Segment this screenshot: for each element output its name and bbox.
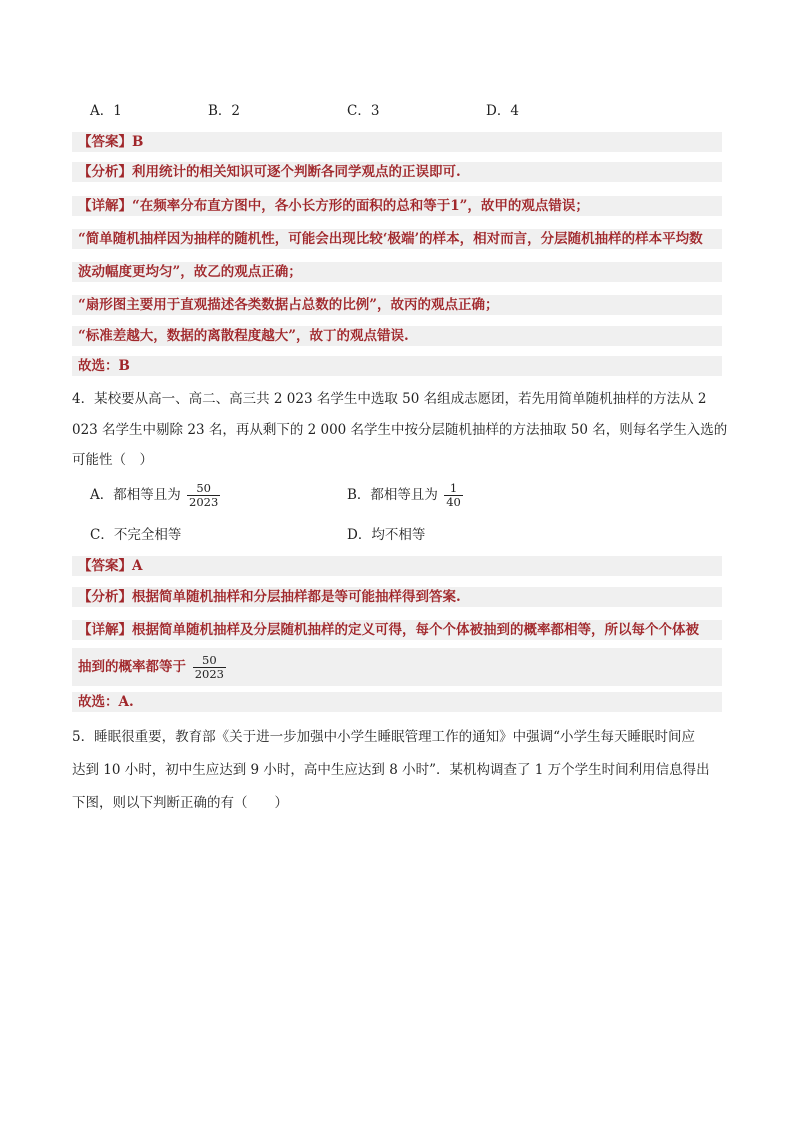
q4-option-d: D．均不相等 xyxy=(347,527,426,543)
q4-stem-line-3: 可能性（ ） xyxy=(72,452,153,468)
fraction-numerator: 1 xyxy=(449,481,458,495)
q4-detail-line-1: 【详解】根据简单随机抽样及分层随机抽样的定义可得，每个个体被抽到的概率都相等，所以每个个体被 xyxy=(72,620,722,640)
q4-option-a-fraction xyxy=(187,482,220,509)
q4-option-b-fraction xyxy=(444,482,463,509)
q5-stem-line-3: 下图，则以下判断正确的有（ ） xyxy=(72,795,288,811)
q3-detail-line-5: “标准差越大，数据的离散程度越大”，故丁的观点错误. xyxy=(72,326,722,346)
q4-option-a-label: A．都相等且为 xyxy=(90,487,181,503)
q4-detail-text: 抽到的概率都等于 xyxy=(78,659,186,675)
q3-detail-line-2: “简单随机抽样因为抽样的随机性，可能会出现比较‘极端’的样本，相对而言，分层随机抽样的样本平均数 xyxy=(72,229,722,249)
q4-option-c: C．不完全相等 xyxy=(90,527,182,543)
fraction-denominator: 2023 xyxy=(189,495,219,509)
q4-stem-line-1: 4．某校要从高一、高二、高三共 2 023 名学生中选取 50 名组成志愿团，若先用简单随机抽样的方法从 2 xyxy=(72,391,707,407)
q4-choice: 故选：A. xyxy=(72,692,722,712)
q3-option-d: D．4 xyxy=(486,103,519,119)
q5-stem-line-1: 5．睡眠很重要，教育部《关于进一步加强中小学生睡眠管理工作的通知》中强调“小学生每天睡眠时间应 xyxy=(72,729,695,745)
q3-answer: 【答案】B xyxy=(72,132,722,152)
q3-detail-line-4: “扇形图主要用于直观描述各类数据占总数的比例”，故丙的观点正确； xyxy=(72,295,722,315)
q4-option-b-label: B．都相等且为 xyxy=(347,487,438,503)
q3-option-b: B．2 xyxy=(208,103,241,119)
q4-analysis: 【分析】根据简单随机抽样和分层抽样都是等可能抽样得到答案. xyxy=(72,587,722,607)
q3-analysis: 【分析】利用统计的相关知识可逐个判断各同学观点的正误即可. xyxy=(72,162,722,182)
q3-option-a: A．1 xyxy=(90,103,122,119)
q3-detail-line-3: 波动幅度更均匀”，故乙的观点正确； xyxy=(72,262,722,282)
q4-option-a xyxy=(90,482,220,509)
q4-stem-line-2: 023 名学生中剔除 23 名，再从剩下的 2 000 名学生中按分层随机抽样的方法抽取 50 名，则每名学生入选的 xyxy=(72,422,728,438)
fraction-denominator: 40 xyxy=(446,495,461,509)
q5-stem-line-2: 达到 10 小时，初中生应达到 9 小时，高中生应达到 8 小时”．某机构调查了 1 万个学生时间利用信息得出 xyxy=(72,762,710,778)
q3-detail-line-1: 【详解】“在频率分布直方图中，各小长方形的面积的总和等于1”，故甲的观点错误； xyxy=(72,196,722,216)
fraction-numerator: 50 xyxy=(202,653,217,667)
q4-option-b xyxy=(347,482,463,509)
q4-detail-fraction xyxy=(193,654,226,681)
q4-detail-line-2 xyxy=(72,648,722,686)
q3-choice: 故选：B xyxy=(72,356,722,376)
fraction-numerator: 50 xyxy=(196,481,211,495)
fraction-denominator: 2023 xyxy=(194,667,224,681)
q4-answer: 【答案】A xyxy=(72,556,722,576)
q3-option-c: C．3 xyxy=(347,103,380,119)
